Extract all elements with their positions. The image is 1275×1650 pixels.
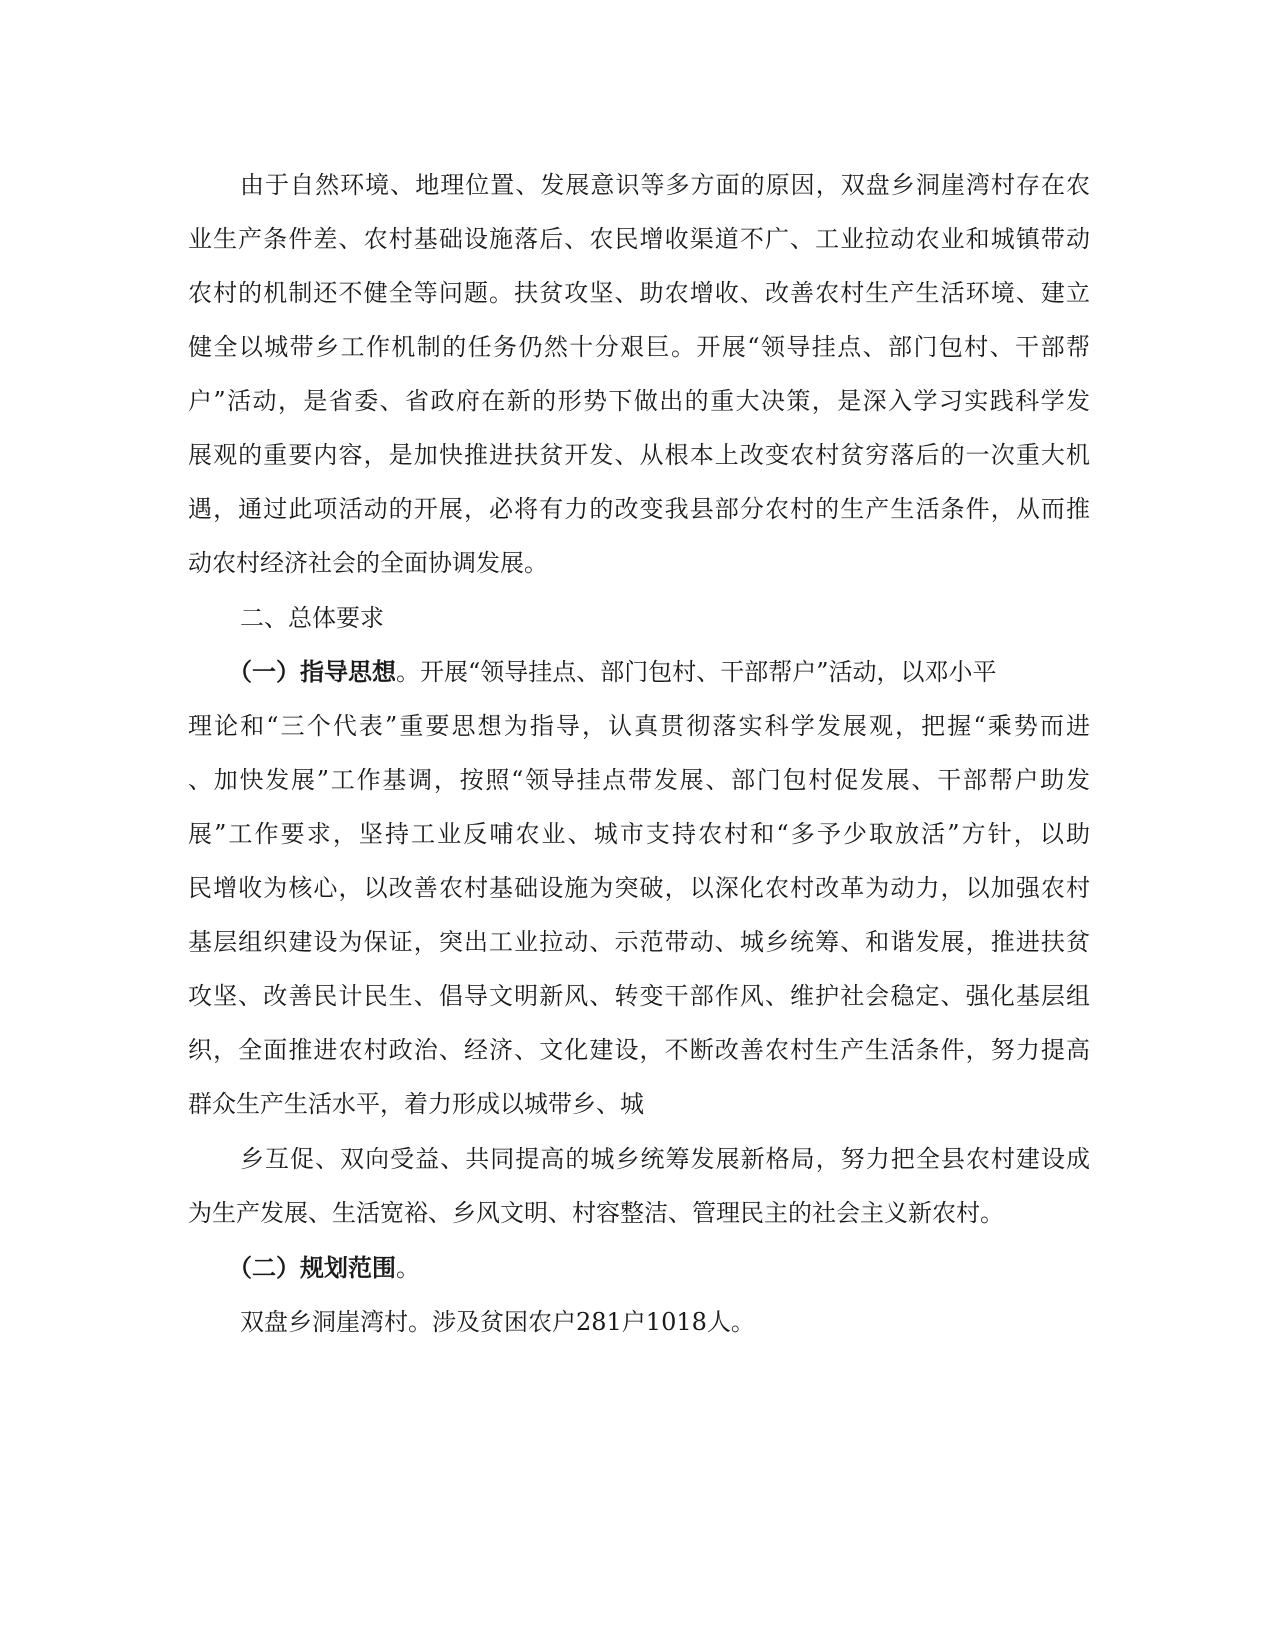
scope-label: （二）规划范围 [228,1253,396,1282]
paragraph-line: 为生产发展、生活宽裕、乡风文明、村容整洁、管理民主的社会主义新农村。 [188,1199,1004,1227]
paragraph-line: 攻坚、改善民计民生、倡导文明新风、转变干部作风、维护社会稳定、强化基层组 [188,982,1090,1010]
paragraph-line: 动农村经济社会的全面协调发展。 [188,549,548,577]
paragraph-line: 由于自然环境、地理位置、发展意识等多方面的原因，双盘乡洞崖湾村存在农 [240,171,1090,199]
paragraph-line: 展”工作要求，坚持工业反哺农业、城市支持农村和“多予少取放活”方针，以助 [188,820,1090,848]
paragraph-line: 农村的机制还不健全等问题。扶贫攻坚、助农增收、改善农村生产生活环境、建立 [188,279,1090,307]
paragraph-line: 遇，通过此项活动的开展，必将有力的改变我县部分农村的生产生活条件，从而推 [188,495,1090,523]
paragraph-line: 业生产条件差、农村基础设施落后、农民增收渠道不广、工业拉动农业和城镇带动 [188,225,1090,253]
paragraph-line: 理论和“三个代表”重要思想为指导，认真贯彻落实科学发展观，把握“乘势而进 [188,712,1090,740]
scope-heading [228,1248,1090,1288]
guiding-first-line-text: 。开展“领导挂点、部门包村、干部帮户”活动，以邓小平 [396,658,997,686]
paragraph-line: 织，全面推进农村政治、经济、文化建设，不断改善农村生产生活条件，努力提高 [188,1036,1090,1064]
paragraph-line: 基层组织建设为保证，突出工业拉动、示范带动、城乡统筹、和谐发展，推进扶贫 [188,928,1090,956]
scope-tail: 。 [396,1254,420,1282]
paragraph-line: 民增收为核心，以改善农村基础设施为突破，以深化农村改革为动力，以加强农村 [188,874,1090,902]
guiding-label: （一）指导思想 [228,657,396,686]
paragraph-line: 健全以城带乡工作机制的任务仍然十分艰巨。开展“领导挂点、部门包村、干部帮 [188,333,1090,361]
paragraph-line: 群众生产生活水平，着力形成以城带乡、城 [188,1090,644,1118]
paragraph-line: 户”活动，是省委、省政府在新的形势下做出的重大决策，是深入学习实践科学发 [188,387,1090,415]
paragraph-line: 展观的重要内容，是加快推进扶贫开发、从根本上改变农村贫穷落后的一次重大机 [188,441,1090,469]
scope-detail: 双盘乡洞崖湾村。涉及贫困农户281户1018人。 [240,1308,755,1336]
paragraph-line: 乡互促、双向受益、共同提高的城乡统筹发展新格局，努力把全县农村建设成 [240,1145,1090,1173]
section-heading: 二、总体要求 [240,604,384,632]
paragraph-line: 、加快发展”工作基调，按照“领导挂点带发展、部门包村促发展、干部帮户助发 [188,766,1090,794]
guiding-first-line [228,652,1090,692]
